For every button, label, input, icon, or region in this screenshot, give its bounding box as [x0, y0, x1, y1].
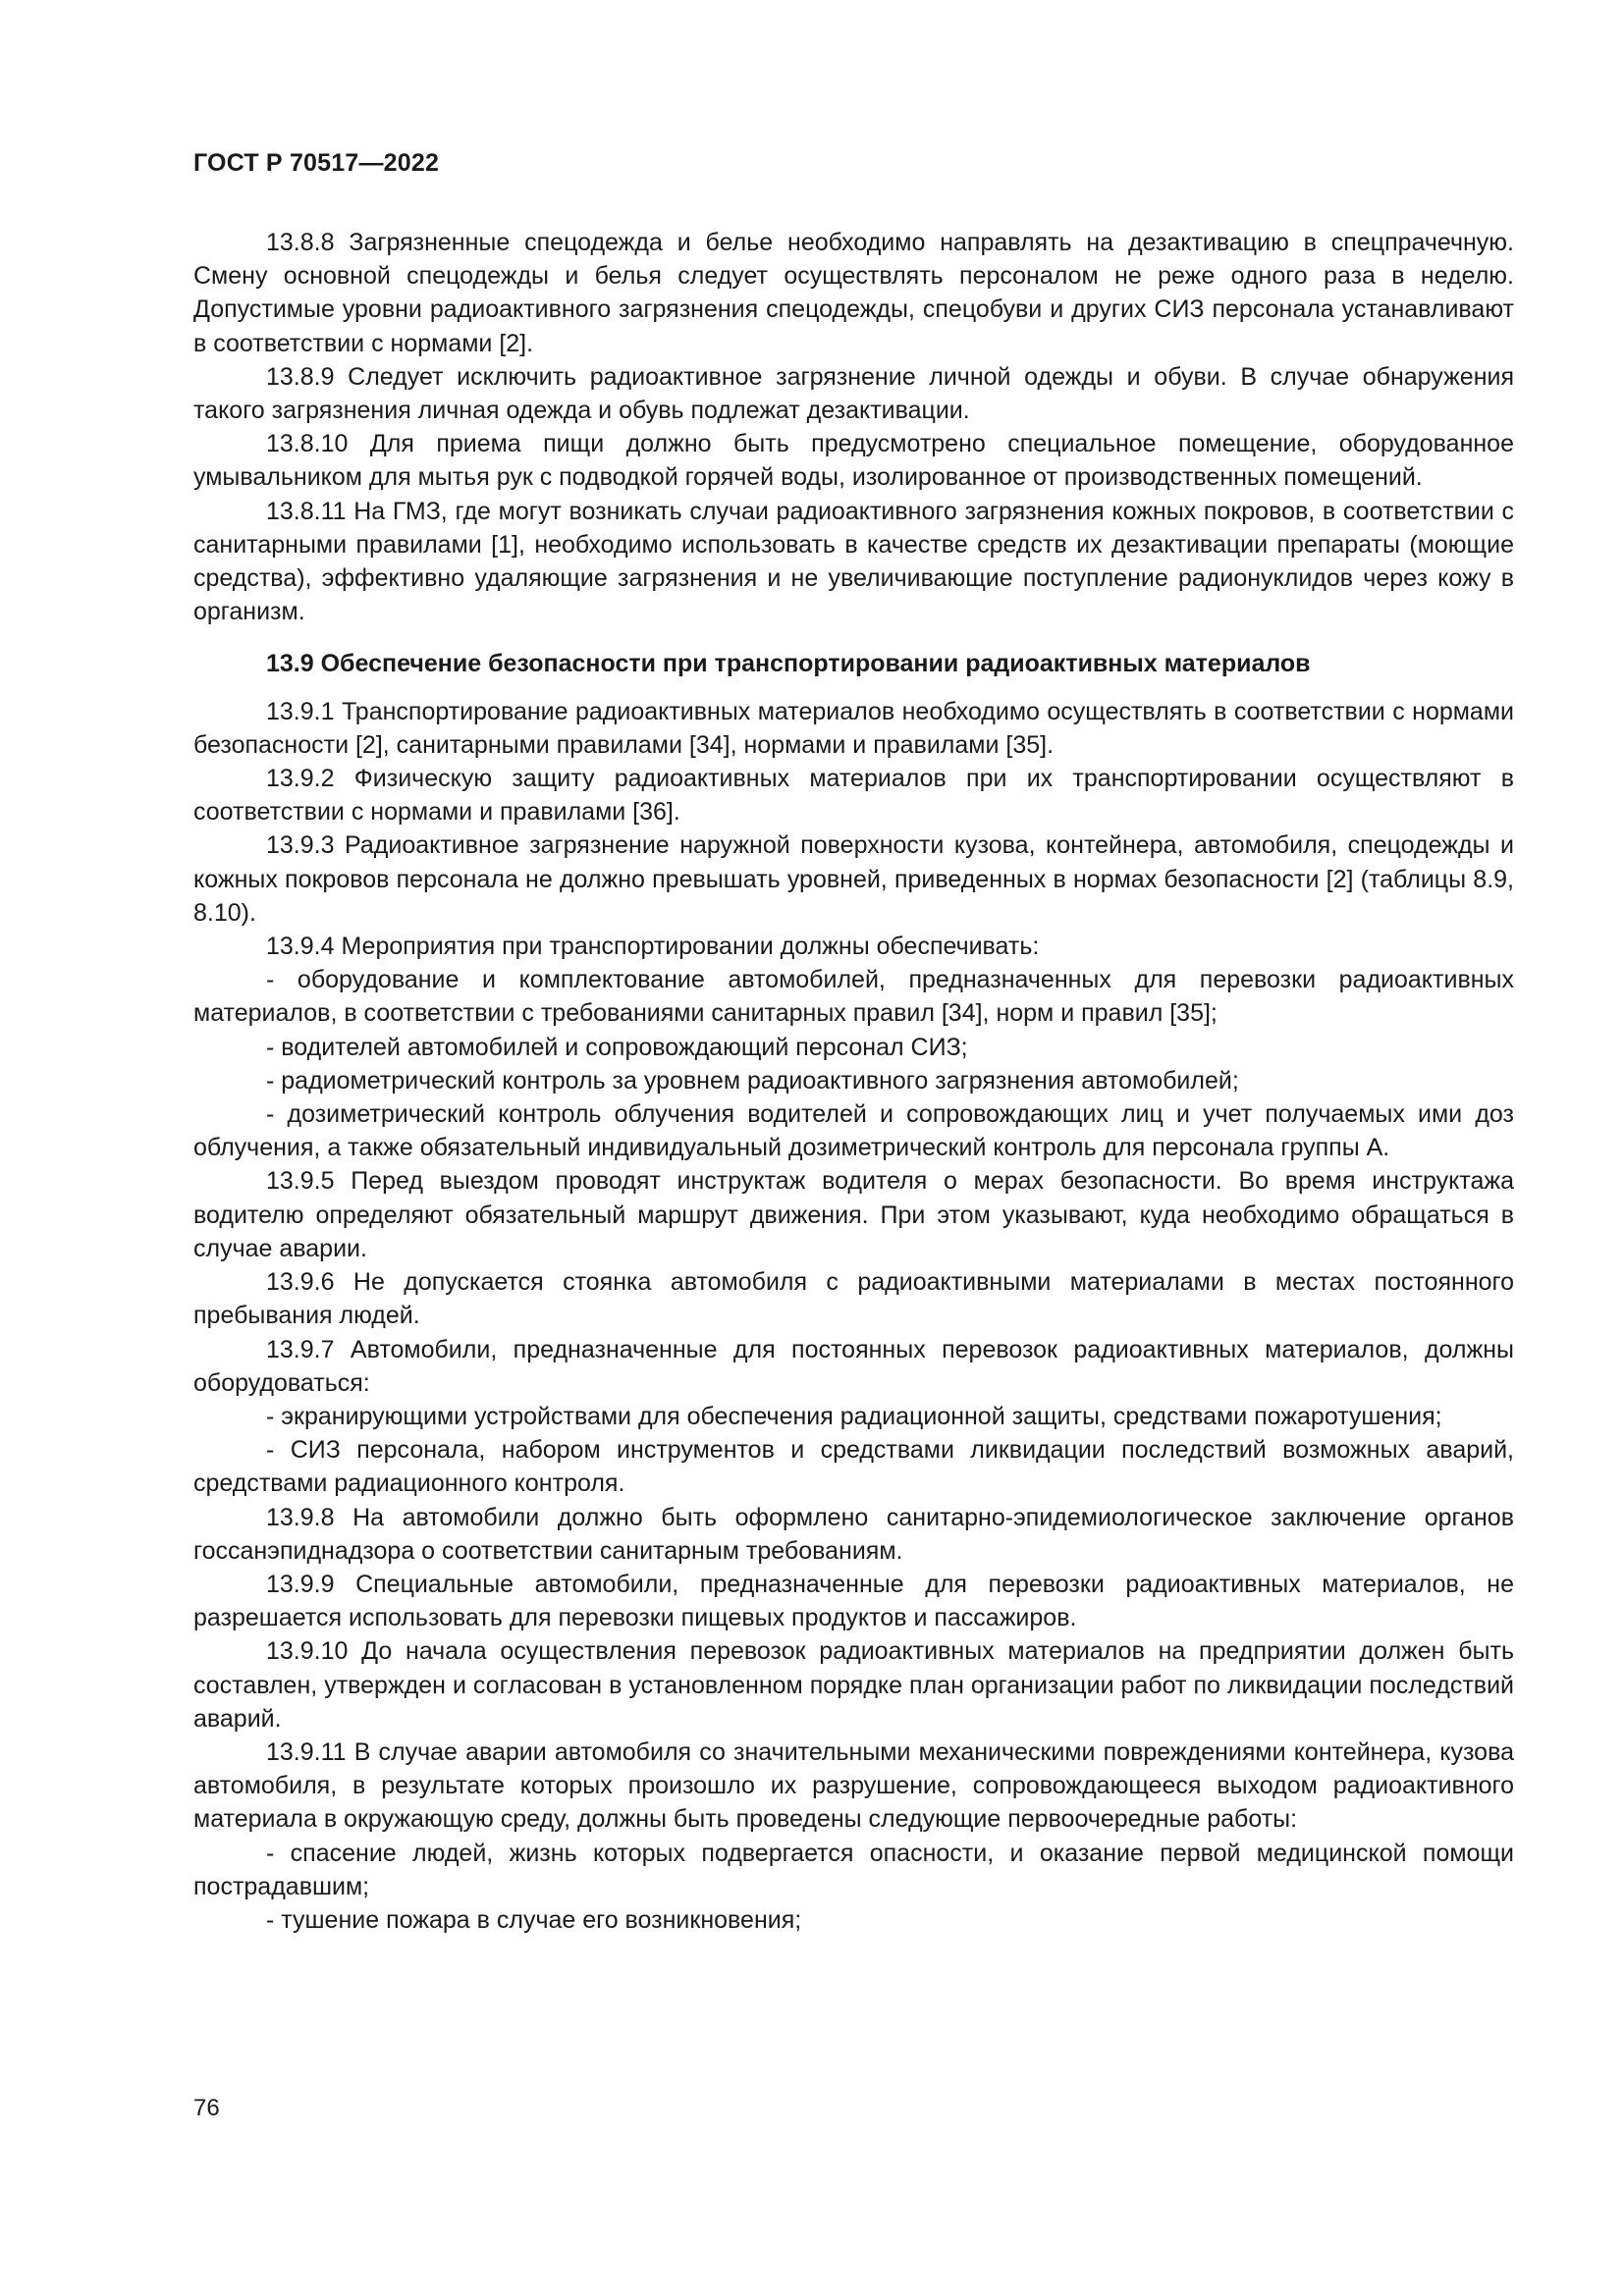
paragraph-13-9-2: 13.9.2 Физическую защиту радиоактивных материалов при их транспортировании осуществляют в соответствии с нормами и правилами [36].: [193, 765, 1514, 827]
paragraph-13-9-5: 13.9.5 Перед выездом проводят инструктаж водителя о мерах безопасности. Во время инструктажа водителю определяют обязательный маршрут движения. При этом указывают, куда необходимо обращаться в случае аварии.: [193, 1167, 1514, 1262]
document-header: ГОСТ Р 70517—2022: [193, 149, 440, 177]
paragraph-13-9-4: 13.9.4 Мероприятия при транспортировании должны обеспечивать:: [266, 933, 1040, 961]
paragraph-13-9-11: 13.9.11 В случае аварии автомобиля со значительными механическими повреждениями контейнера, кузова автомобиля, в результате которых произошло их разрушение, сопровождающееся выходом радиоактивного материала в окружающую среду, должны быть проведены следующие первоочередные работы:: [193, 1737, 1514, 1834]
paragraph-13-8-11: 13.8.11 На ГМЗ, где могут возникать случаи радиоактивного загрязнения кожных покровов, в соответствии с санитарными правилами [1], необходимо использовать в качестве средств их дезактивации препараты (моющие средства), эффективно удаляющие загрязнения и не увеличивающие поступление радионуклидов через кожу в организм.: [193, 497, 1514, 626]
list-item: - радиометрический контроль за уровнем радиоактивного загрязнения автомобилей;: [266, 1066, 1239, 1095]
paragraph-13-9-9: 13.9.9 Специальные автомобили, предназначенные для перевозки радиоактивных материалов, не разрешается использовать для перевозки пищевых продуктов и пассажиров.: [193, 1570, 1514, 1632]
paragraph-13-9-8: 13.9.8 На автомобили должно быть оформлено санитарно-эпидемиологическое заключение органов госсанэпиднадзора о соответствии санитарным требованиям.: [193, 1503, 1514, 1565]
paragraph-13-9-6: 13.9.6 Не допускается стоянка автомобиля с радиоактивными материалами в местах постоянного пребывания людей.: [193, 1268, 1514, 1330]
list-item: - тушение пожара в случае его возникновения;: [266, 1905, 802, 1934]
section-heading-13-9: 13.9 Обеспечение безопасности при транспортировании радиоактивных материалов: [266, 650, 1311, 678]
list-item: - экранирующими устройствами для обеспечения радиационной защиты, средствами пожаротушения;: [266, 1402, 1442, 1430]
list-item: - водителей автомобилей и сопровождающий персонал СИЗ;: [266, 1033, 968, 1061]
document-body: [193, 226, 1514, 1937]
list-item: - спасение людей, жизнь которых подвергается опасности, и оказание первой медицинской помощи пострадавшим;: [193, 1839, 1514, 1900]
list-item: - дозиметрический контроль облучения водителей и сопровождающих лиц и учет получаемых ими доз облучения, а также обязательный индивидуальный дозиметрический контроль для персонала группы А.: [193, 1100, 1514, 1162]
paragraph-13-9-1: 13.9.1 Транспортирование радиоактивных материалов необходимо осуществлять в соответствии с нормами безопасности [2], санитарными правилами [34], нормами и правилами [35].: [193, 697, 1514, 759]
paragraph-13-9-10: 13.9.10 До начала осуществления перевозок радиоактивных материалов на предприятии должен быть составлен, утвержден и согласован в установленном порядке план организации работ по ликвидации последствий аварий.: [193, 1637, 1514, 1733]
paragraph-13-8-10: 13.8.10 Для приема пищи должно быть предусмотрено специальное помещение, оборудованное умывальником для мытья рук с подводкой горячей воды, изолированное от производственных помещений.: [193, 430, 1514, 492]
paragraph-13-8-8: 13.8.8 Загрязненные спецодежда и белье необходимо направлять на дезактивацию в спецпрачечную. Смену основной спецодежды и белья следует осуществлять персоналом не реже одного раза в неделю. Допустимые уровни радиоактивного загрязнения спецодежды, спецобуви и других СИЗ персонала устанавливают в соответствии с нормами [2].: [193, 229, 1514, 357]
list-item: - оборудование и комплектование автомобилей, предназначенных для перевозки радиоактивных материалов, в соответствии с требованиями санитарных правил [34], норм и правил [35];: [193, 966, 1514, 1028]
page-number: 76: [193, 2095, 220, 2121]
paragraph-13-9-7: 13.9.7 Автомобили, предназначенные для постоянных перевозок радиоактивных материалов, должны оборудоваться:: [193, 1335, 1514, 1397]
list-item: - СИЗ персонала, набором инструментов и средствами ликвидации последствий возможных аварий, средствами радиационного контроля.: [193, 1436, 1514, 1498]
paragraph-13-9-3: 13.9.3 Радиоактивное загрязнение наружной поверхности кузова, контейнера, автомобиля, спецодежды и кожных покровов персонала не должно превышать уровней, приведенных в нормах безопасности [2] (таблицы 8.9, 8.10).: [193, 831, 1514, 927]
paragraph-13-8-9: 13.8.9 Следует исключить радиоактивное загрязнение личной одежды и обуви. В случае обнаружения такого загрязнения личная одежда и обувь подлежат дезактивации.: [193, 362, 1514, 425]
